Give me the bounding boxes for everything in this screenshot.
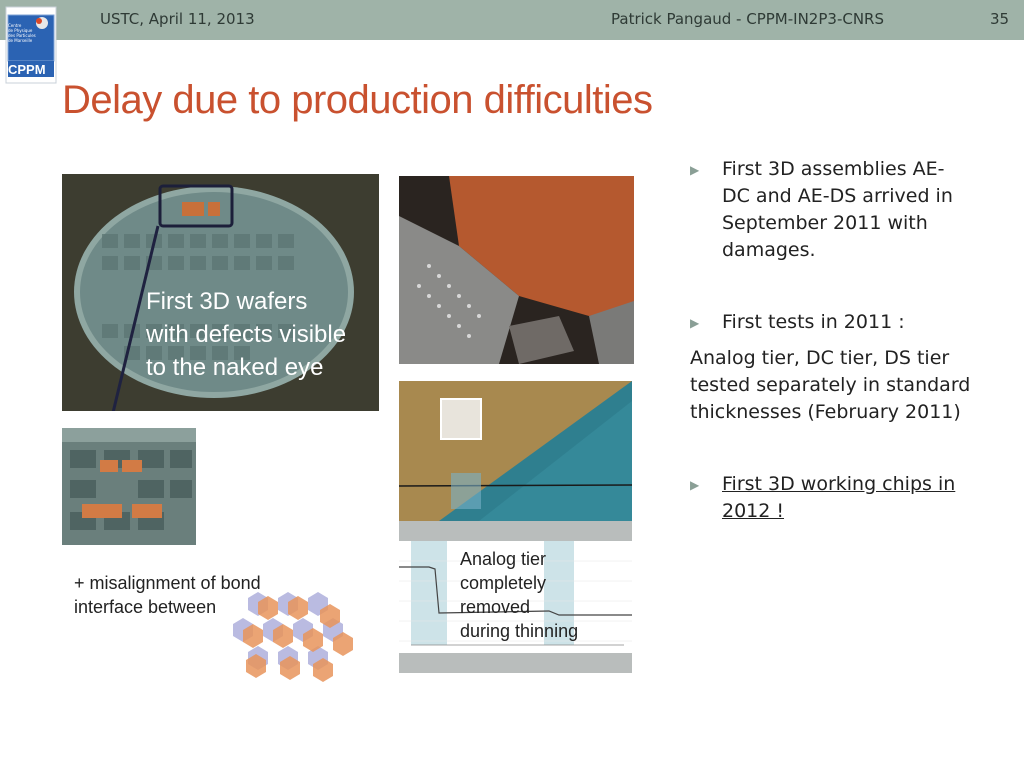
chip-photo bbox=[399, 176, 634, 364]
logo-text: Centre de Physique des Particules de Marseille bbox=[8, 23, 36, 43]
bullet-arrow-icon: ▶ bbox=[690, 478, 700, 492]
logo-acronym: CPPM bbox=[8, 62, 46, 77]
bullet-item bbox=[690, 471, 1010, 525]
slide-title: Delay due to production difficulties bbox=[62, 78, 653, 122]
header-date: USTC, April 11, 2013 bbox=[100, 10, 255, 28]
page-number: 35 bbox=[990, 10, 1010, 28]
bullet-arrow-icon: ▶ bbox=[690, 163, 700, 177]
hexagon-misalignment-diagram bbox=[228, 590, 363, 682]
header-bar bbox=[0, 0, 1024, 40]
analog-tier-caption: Analog tier completely removed during thinning bbox=[460, 549, 579, 641]
tier-test-paragraph: Analog tier, DC tier, DS tier tested separately in standard thicknesses (February 2011) bbox=[690, 347, 971, 423]
bullet-list bbox=[690, 156, 1010, 525]
bullet-arrow-icon: ▶ bbox=[690, 316, 700, 330]
header-author: Patrick Pangaud - CPPM-IN2P3-CNRS bbox=[611, 10, 884, 28]
bullet-item: ▶ First tests in 2011 : bbox=[690, 309, 1010, 337]
wafer-defects-overlay: First 3D wafers with defects visible to the naked eye bbox=[146, 288, 347, 381]
wafer-detail-photo bbox=[62, 428, 196, 545]
bullet-item: ▶ First 3D assemblies AE- DC and AE-DS arrived in September 2011 with damages. bbox=[690, 156, 1010, 264]
thinning-map-photo bbox=[399, 381, 632, 521]
misalignment-caption: + misalignment of bond interface between bbox=[74, 573, 261, 617]
working-chips-link[interactable]: First 3D working chips in 2012 ! bbox=[722, 473, 956, 522]
